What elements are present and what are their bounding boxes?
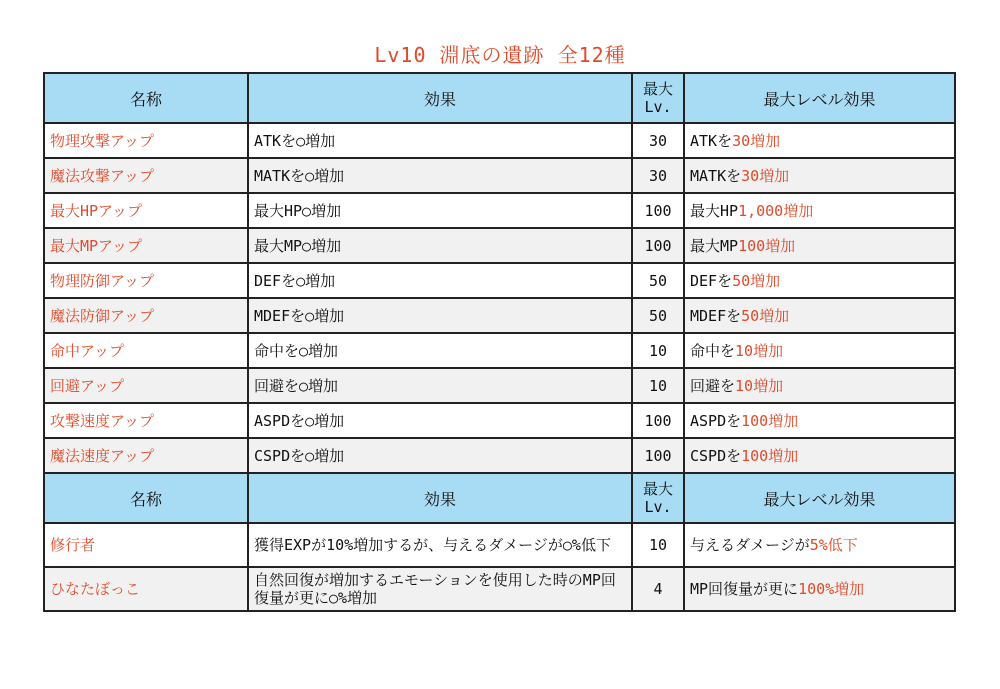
table-row [44,567,955,611]
table-row [44,263,955,298]
skill-effect: DEFを○増加 [248,263,632,298]
header-row-2 [44,473,955,523]
header-effect: 効果 [248,73,632,123]
skill-max-lv: 100 [632,403,684,438]
skill-name: 回避アップ [44,368,248,403]
skill-max-lv: 10 [632,368,684,403]
skill-max-effect: MDEFを50増加 [684,298,955,333]
skill-max-effect: 最大HP1,000増加 [684,193,955,228]
table-row [44,368,955,403]
skill-max-effect: 回避を10増加 [684,368,955,403]
skill-name: 最大MPアップ [44,228,248,263]
skill-max-effect: ASPDを100増加 [684,403,955,438]
skill-name: ひなたぼっこ [44,567,248,611]
skill-name: 最大HPアップ [44,193,248,228]
skill-effect: 回避を○増加 [248,368,632,403]
skill-max-effect: 最大MP100増加 [684,228,955,263]
skill-max-lv: 50 [632,263,684,298]
table-row [44,158,955,193]
skill-max-lv: 50 [632,298,684,333]
skill-name: 魔法速度アップ [44,438,248,473]
skill-effect: 最大HP○増加 [248,193,632,228]
skill-max-effect: ATKを30増加 [684,123,955,158]
header-max-effect: 最大レベル効果 [684,473,955,523]
skill-name: 魔法防御アップ [44,298,248,333]
skill-effect: CSPDを○増加 [248,438,632,473]
header-effect: 効果 [248,473,632,523]
skill-effect: MDEFを○増加 [248,298,632,333]
skill-max-lv: 30 [632,123,684,158]
page-title: Lv10 淵底の遺跡 全12種 [374,43,626,67]
skill-effect: 命中を○増加 [248,333,632,368]
skill-max-lv: 100 [632,193,684,228]
skill-max-lv: 100 [632,438,684,473]
header-name: 名称 [44,73,248,123]
table-row [44,403,955,438]
skill-name: 命中アップ [44,333,248,368]
table-row [44,228,955,263]
skill-name: 魔法攻撃アップ [44,158,248,193]
skill-max-effect: DEFを50増加 [684,263,955,298]
skill-effect: 最大MP○増加 [248,228,632,263]
header-row [44,73,955,123]
skill-effect: 獲得EXPが10%増加するが、与えるダメージが○%低下 [248,523,632,567]
skill-name: 物理防御アップ [44,263,248,298]
header-max-lv: 最大 Lv. [632,73,684,123]
table-row [44,298,955,333]
skill-table [43,72,956,612]
skill-max-effect: MATKを30増加 [684,158,955,193]
skill-max-lv: 10 [632,523,684,567]
table-row [44,123,955,158]
skill-effect: MATKを○増加 [248,158,632,193]
skill-max-lv: 10 [632,333,684,368]
skill-effect: ASPDを○増加 [248,403,632,438]
skill-max-effect: MP回復量が更に100%増加 [684,567,955,611]
skill-max-lv: 4 [632,567,684,611]
skill-max-lv: 30 [632,158,684,193]
skill-name: 修行者 [44,523,248,567]
header-name: 名称 [44,473,248,523]
skill-effect: ATKを○増加 [248,123,632,158]
table-row [44,333,955,368]
skill-max-effect: CSPDを100増加 [684,438,955,473]
skill-max-lv: 100 [632,228,684,263]
table-row [44,193,955,228]
skill-name: 攻撃速度アップ [44,403,248,438]
skill-max-effect: 命中を10増加 [684,333,955,368]
skill-name: 物理攻撃アップ [44,123,248,158]
skill-effect: 自然回復が増加するエモーションを使用した時のMP回復量が更に○%増加 [248,567,632,611]
header-max-effect: 最大レベル効果 [684,73,955,123]
skill-max-effect: 与えるダメージが5%低下 [684,523,955,567]
table-row [44,438,955,473]
table-row [44,523,955,567]
header-max-lv: 最大 Lv. [632,473,684,523]
